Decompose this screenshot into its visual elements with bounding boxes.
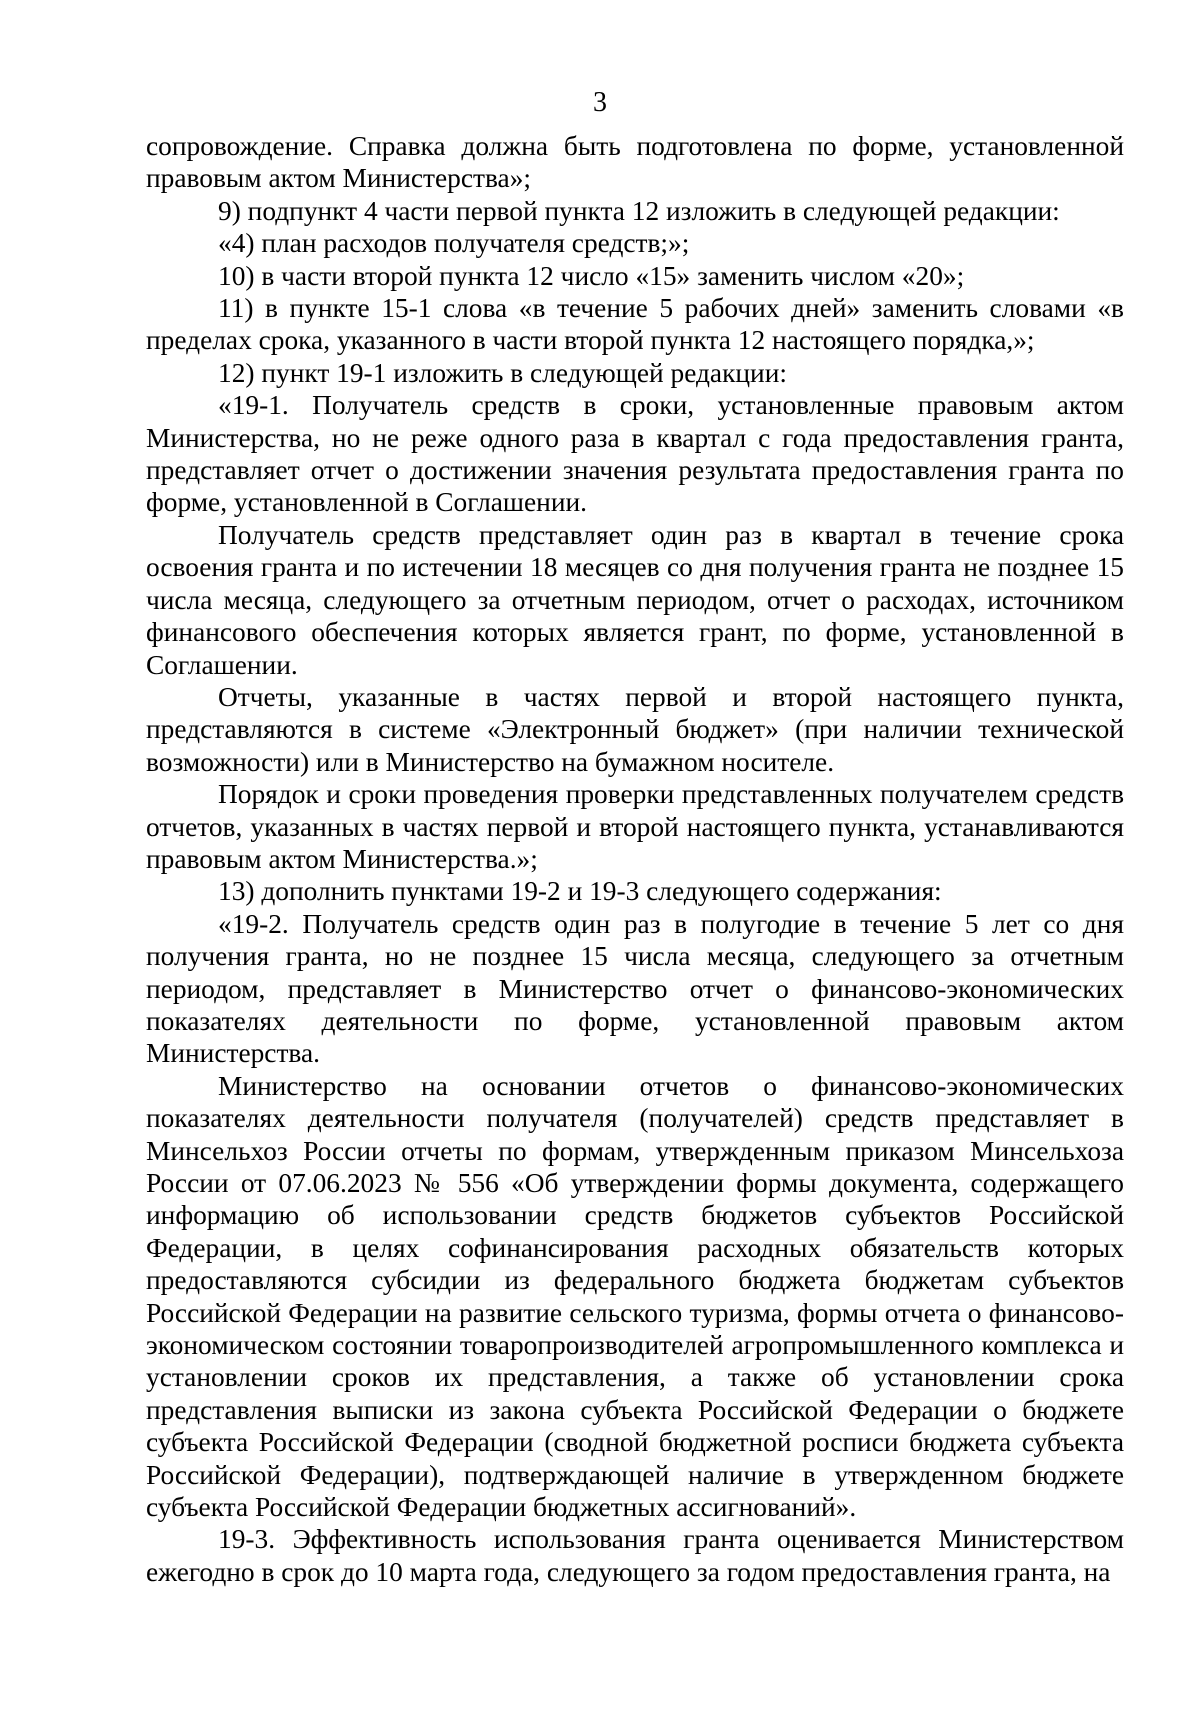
paragraph: Отчеты, указанные в частях первой и второй настоящего пункта, представляются в системе «Электронный бюджет» (при наличии технической возможности) или в Министерство на бумажном носителе. bbox=[146, 681, 1124, 777]
paragraph: Получатель средств представляет один раз в квартал в течение срока освоения гранта и по истечении 18 месяцев со дня получения гранта не позднее 15 числа месяца, следующего за отчетным периодом, отчет о расходах, источником финансового обеспечения которых является грант, по форме, установленной в Соглашении. bbox=[146, 519, 1124, 680]
paragraph: «4) план расходов получателя средств;»; bbox=[218, 228, 690, 259]
paragraph: Порядок и сроки проведения проверки представленных получателем средств отчетов, указанных в частях первой и второй настоящего пункта, устанавливаются правовым актом Министерства.»; bbox=[146, 779, 1124, 874]
paragraph: «19-2. Получатель средств один раз в полугодие в течение 5 лет со дня получения гранта, но не позднее 15 числа месяца, следующего за отчетным периодом, представляет в Министерство отчет о финансово-экономических показателях деятельности по форме, установленной правовым актом Министерства. bbox=[146, 908, 1124, 1069]
paragraph: 12) пункт 19-1 изложить в следующей редакции: bbox=[218, 357, 787, 388]
page-number: 3 bbox=[593, 87, 607, 118]
paragraph: 19-3. Эффективность использования гранта оценивается Министерством ежегодно в срок до 10 марта года, следующего за годом предоставления гранта, на bbox=[146, 1524, 1124, 1587]
paragraph: 13) дополнить пунктами 19-2 и 19-3 следующего содержания: bbox=[218, 876, 942, 907]
paragraph: 9) подпункт 4 части первой пункта 12 изложить в следующей редакции: bbox=[218, 195, 1060, 226]
paragraph: Министерство на основании отчетов о финансово-экономических показателях деятельности получателя (получателей) средств представляет в Минсельхоз России отчеты по формам, утвержденным приказом Минсельхоза России от 07.06.2023 № 556 «Об утверждении формы документа, содержащего информацию об использовании средств бюджетов субъектов Российской Федерации, в целях софинансирования расходных обязательств которых предоставляются субсидии из федерального бюджета бюджетам субъектов Российской Федерации на развитие сельского туризма, формы отчета о финансово-экономическом состоянии товаропроизводителей агропромышленного комплекса и установлении сроков их представления, а также об установлении срока представления выписки из закона субъекта Российской Федерации о бюджете субъекта Российской Федерации (сводной бюджетной росписи бюджета субъекта Российской Федерации), подтверждающей наличие в утвержденном бюджете субъекта Российской Федерации бюджетных ассигнований». bbox=[146, 1070, 1124, 1523]
document-body bbox=[146, 130, 1124, 1588]
paragraph: 11) в пункте 15-1 слова «в течение 5 рабочих дней» заменить словами «в пределах срока, указанного в части второй пункта 12 настоящего порядка,»; bbox=[146, 293, 1124, 356]
paragraph: 10) в части второй пункта 12 число «15» заменить числом «20»; bbox=[218, 260, 965, 291]
paragraph: «19-1. Получатель средств в сроки, установленные правовым актом Министерства, но не реже одного раза в квартал с года предоставления гранта, представляет отчет о достижении значения результата предоставления гранта по форме, установленной в Соглашении. bbox=[146, 390, 1124, 518]
paragraph: сопровождение. Справка должна быть подготовлена по форме, установленной правовым актом Министерства»; bbox=[146, 131, 1124, 194]
